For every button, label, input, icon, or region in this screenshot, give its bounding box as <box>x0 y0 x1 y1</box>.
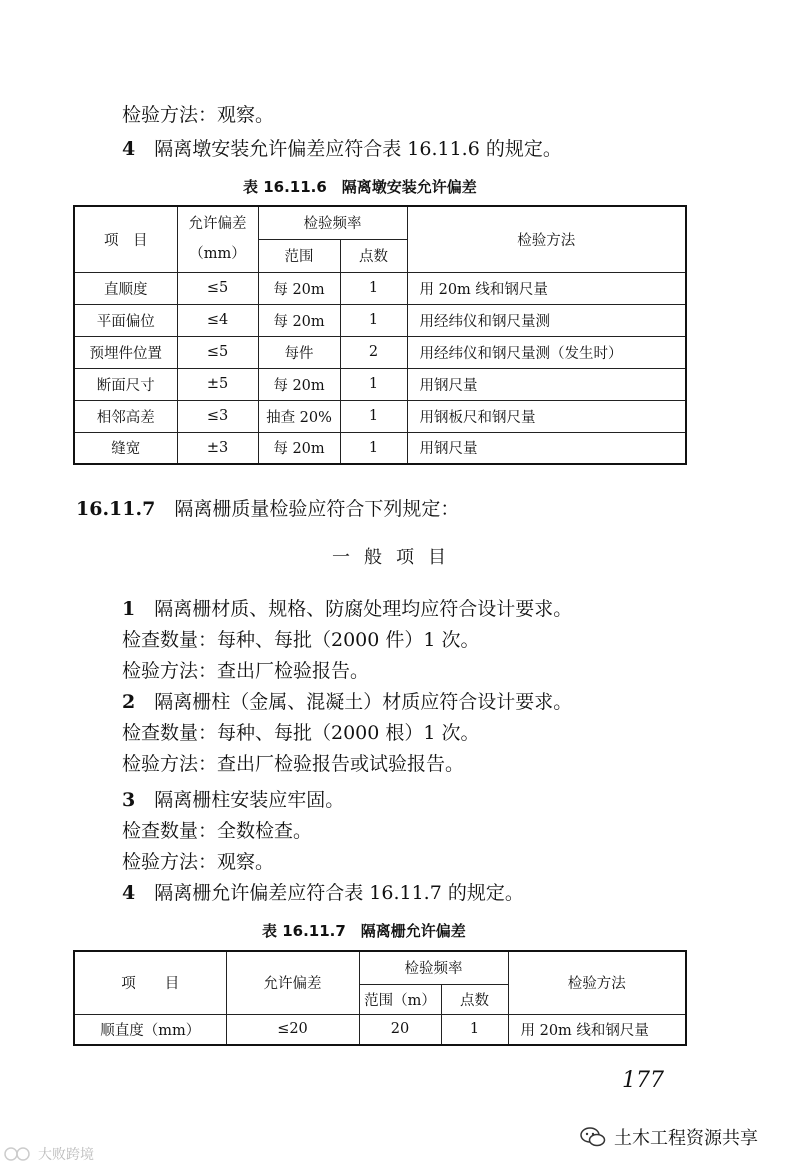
watermark-left-text: 大败跨境 <box>38 1147 94 1163</box>
tolerance-table-16-11-7 <box>73 950 687 1046</box>
subsection-title: 一般项目 <box>332 547 460 568</box>
item-number: 4 <box>122 138 136 160</box>
cell-method: 用 20m 线和钢尺量 <box>508 1014 686 1045</box>
page-number: 177 <box>622 1068 664 1093</box>
item-number: 3 <box>122 789 136 811</box>
header-tolerance: 允许偏差 <box>226 951 359 1014</box>
cell-range: 每 20m <box>258 368 340 400</box>
item-text: 隔离栅材质、规格、防腐处理均应符合设计要求。 <box>154 598 573 620</box>
watermark-left <box>4 1144 94 1164</box>
cell-points: 1 <box>340 272 407 304</box>
cell-item: 断面尺寸 <box>74 368 177 400</box>
section-text: 隔离栅质量检验应符合下列规定： <box>174 498 460 520</box>
cell-tolerance: ≤4 <box>177 304 258 336</box>
header-tolerance <box>177 206 258 272</box>
item-text: 隔离墩安装允许偏差应符合表 16.11.6 的规定。 <box>154 138 562 160</box>
table-caption: 表 16.11.7 隔离栅允许偏差 <box>262 922 466 940</box>
method-observe-line: 检验方法：观察。 <box>122 104 275 126</box>
table-caption: 表 16.11.6 隔离墩安装允许偏差 <box>243 178 477 196</box>
cell-range: 抽查 20% <box>258 400 340 432</box>
header-tolerance-label: 允许偏差 <box>188 216 247 233</box>
cell-points: 1 <box>340 400 407 432</box>
watermark-text: 土木工程资源共享 <box>614 1128 758 1149</box>
cell-points: 1 <box>441 1014 508 1045</box>
wechat-icon <box>580 1126 606 1148</box>
cell-tolerance: ≤20 <box>226 1014 359 1045</box>
cell-method: 用钢板尺和钢尺量 <box>407 400 686 432</box>
cell-item: 平面偏位 <box>74 304 177 336</box>
item-text: 隔离栅柱安装应牢固。 <box>154 789 345 811</box>
cell-method: 用钢尺量 <box>407 432 686 464</box>
header-method: 检验方法 <box>407 206 686 272</box>
list-item <box>122 785 344 812</box>
cell-item: 直顺度 <box>74 272 177 304</box>
table-row <box>74 1014 686 1045</box>
header-tolerance-unit: （mm） <box>189 246 246 263</box>
item-text: 隔离栅允许偏差应符合表 16.11.7 的规定。 <box>154 882 524 904</box>
cell-method: 用经纬仪和钢尺量测 <box>407 304 686 336</box>
item-4-line <box>122 134 562 161</box>
list-item: 检验方法：查出厂检验报告或试验报告。 <box>122 753 465 775</box>
list-item: 检验方法：查出厂检验报告。 <box>122 660 370 682</box>
list-item: 检查数量：每种、每批（2000 根）1 次。 <box>122 722 480 744</box>
cell-item: 相邻高差 <box>74 400 177 432</box>
cell-range: 20 <box>359 1014 441 1045</box>
cell-tolerance: ±3 <box>177 432 258 464</box>
table-row <box>74 368 686 400</box>
cell-range: 每 20m <box>258 304 340 336</box>
header-range: 范围（m） <box>359 984 441 1014</box>
section-number: 16.11.7 <box>76 498 156 520</box>
cell-tolerance: ±5 <box>177 368 258 400</box>
brand-logo-icon <box>4 1146 34 1162</box>
cell-range: 每 20m <box>258 432 340 464</box>
header-range: 范围 <box>258 239 340 272</box>
item-number: 1 <box>122 598 136 620</box>
list-item <box>122 594 572 621</box>
table-row <box>74 304 686 336</box>
header-item: 项 目 <box>74 206 177 272</box>
item-number: 4 <box>122 882 136 904</box>
header-item: 项 目 <box>74 951 226 1014</box>
section-heading <box>76 494 459 521</box>
header-frequency: 检验频率 <box>258 206 407 239</box>
list-item <box>122 687 572 714</box>
cell-tolerance: ≤3 <box>177 400 258 432</box>
header-method: 检验方法 <box>508 951 686 1014</box>
watermark-right <box>580 1124 758 1150</box>
cell-item: 顺直度（mm） <box>74 1014 226 1045</box>
header-frequency: 检验频率 <box>359 951 508 984</box>
cell-range: 每件 <box>258 336 340 368</box>
tolerance-table-16-11-6 <box>73 205 687 465</box>
cell-points: 2 <box>340 336 407 368</box>
list-item: 检验方法：观察。 <box>122 851 275 873</box>
cell-tolerance: ≤5 <box>177 336 258 368</box>
cell-points: 1 <box>340 368 407 400</box>
table-row <box>74 272 686 304</box>
cell-tolerance: ≤5 <box>177 272 258 304</box>
cell-points: 1 <box>340 304 407 336</box>
cell-method: 用经纬仪和钢尺量测（发生时） <box>407 336 686 368</box>
table-row <box>74 336 686 368</box>
item-text: 隔离栅柱（金属、混凝土）材质应符合设计要求。 <box>154 691 573 713</box>
cell-item: 缝宽 <box>74 432 177 464</box>
cell-range: 每 20m <box>258 272 340 304</box>
cell-points: 1 <box>340 432 407 464</box>
header-points: 点数 <box>340 239 407 272</box>
list-item: 检查数量：全数检查。 <box>122 820 313 842</box>
cell-item: 预埋件位置 <box>74 336 177 368</box>
list-item: 检查数量：每种、每批（2000 件）1 次。 <box>122 629 480 651</box>
cell-method: 用钢尺量 <box>407 368 686 400</box>
table-row <box>74 400 686 432</box>
cell-method: 用 20m 线和钢尺量 <box>407 272 686 304</box>
header-points: 点数 <box>441 984 508 1014</box>
item-number: 2 <box>122 691 136 713</box>
list-item <box>122 878 524 905</box>
table-row <box>74 432 686 464</box>
